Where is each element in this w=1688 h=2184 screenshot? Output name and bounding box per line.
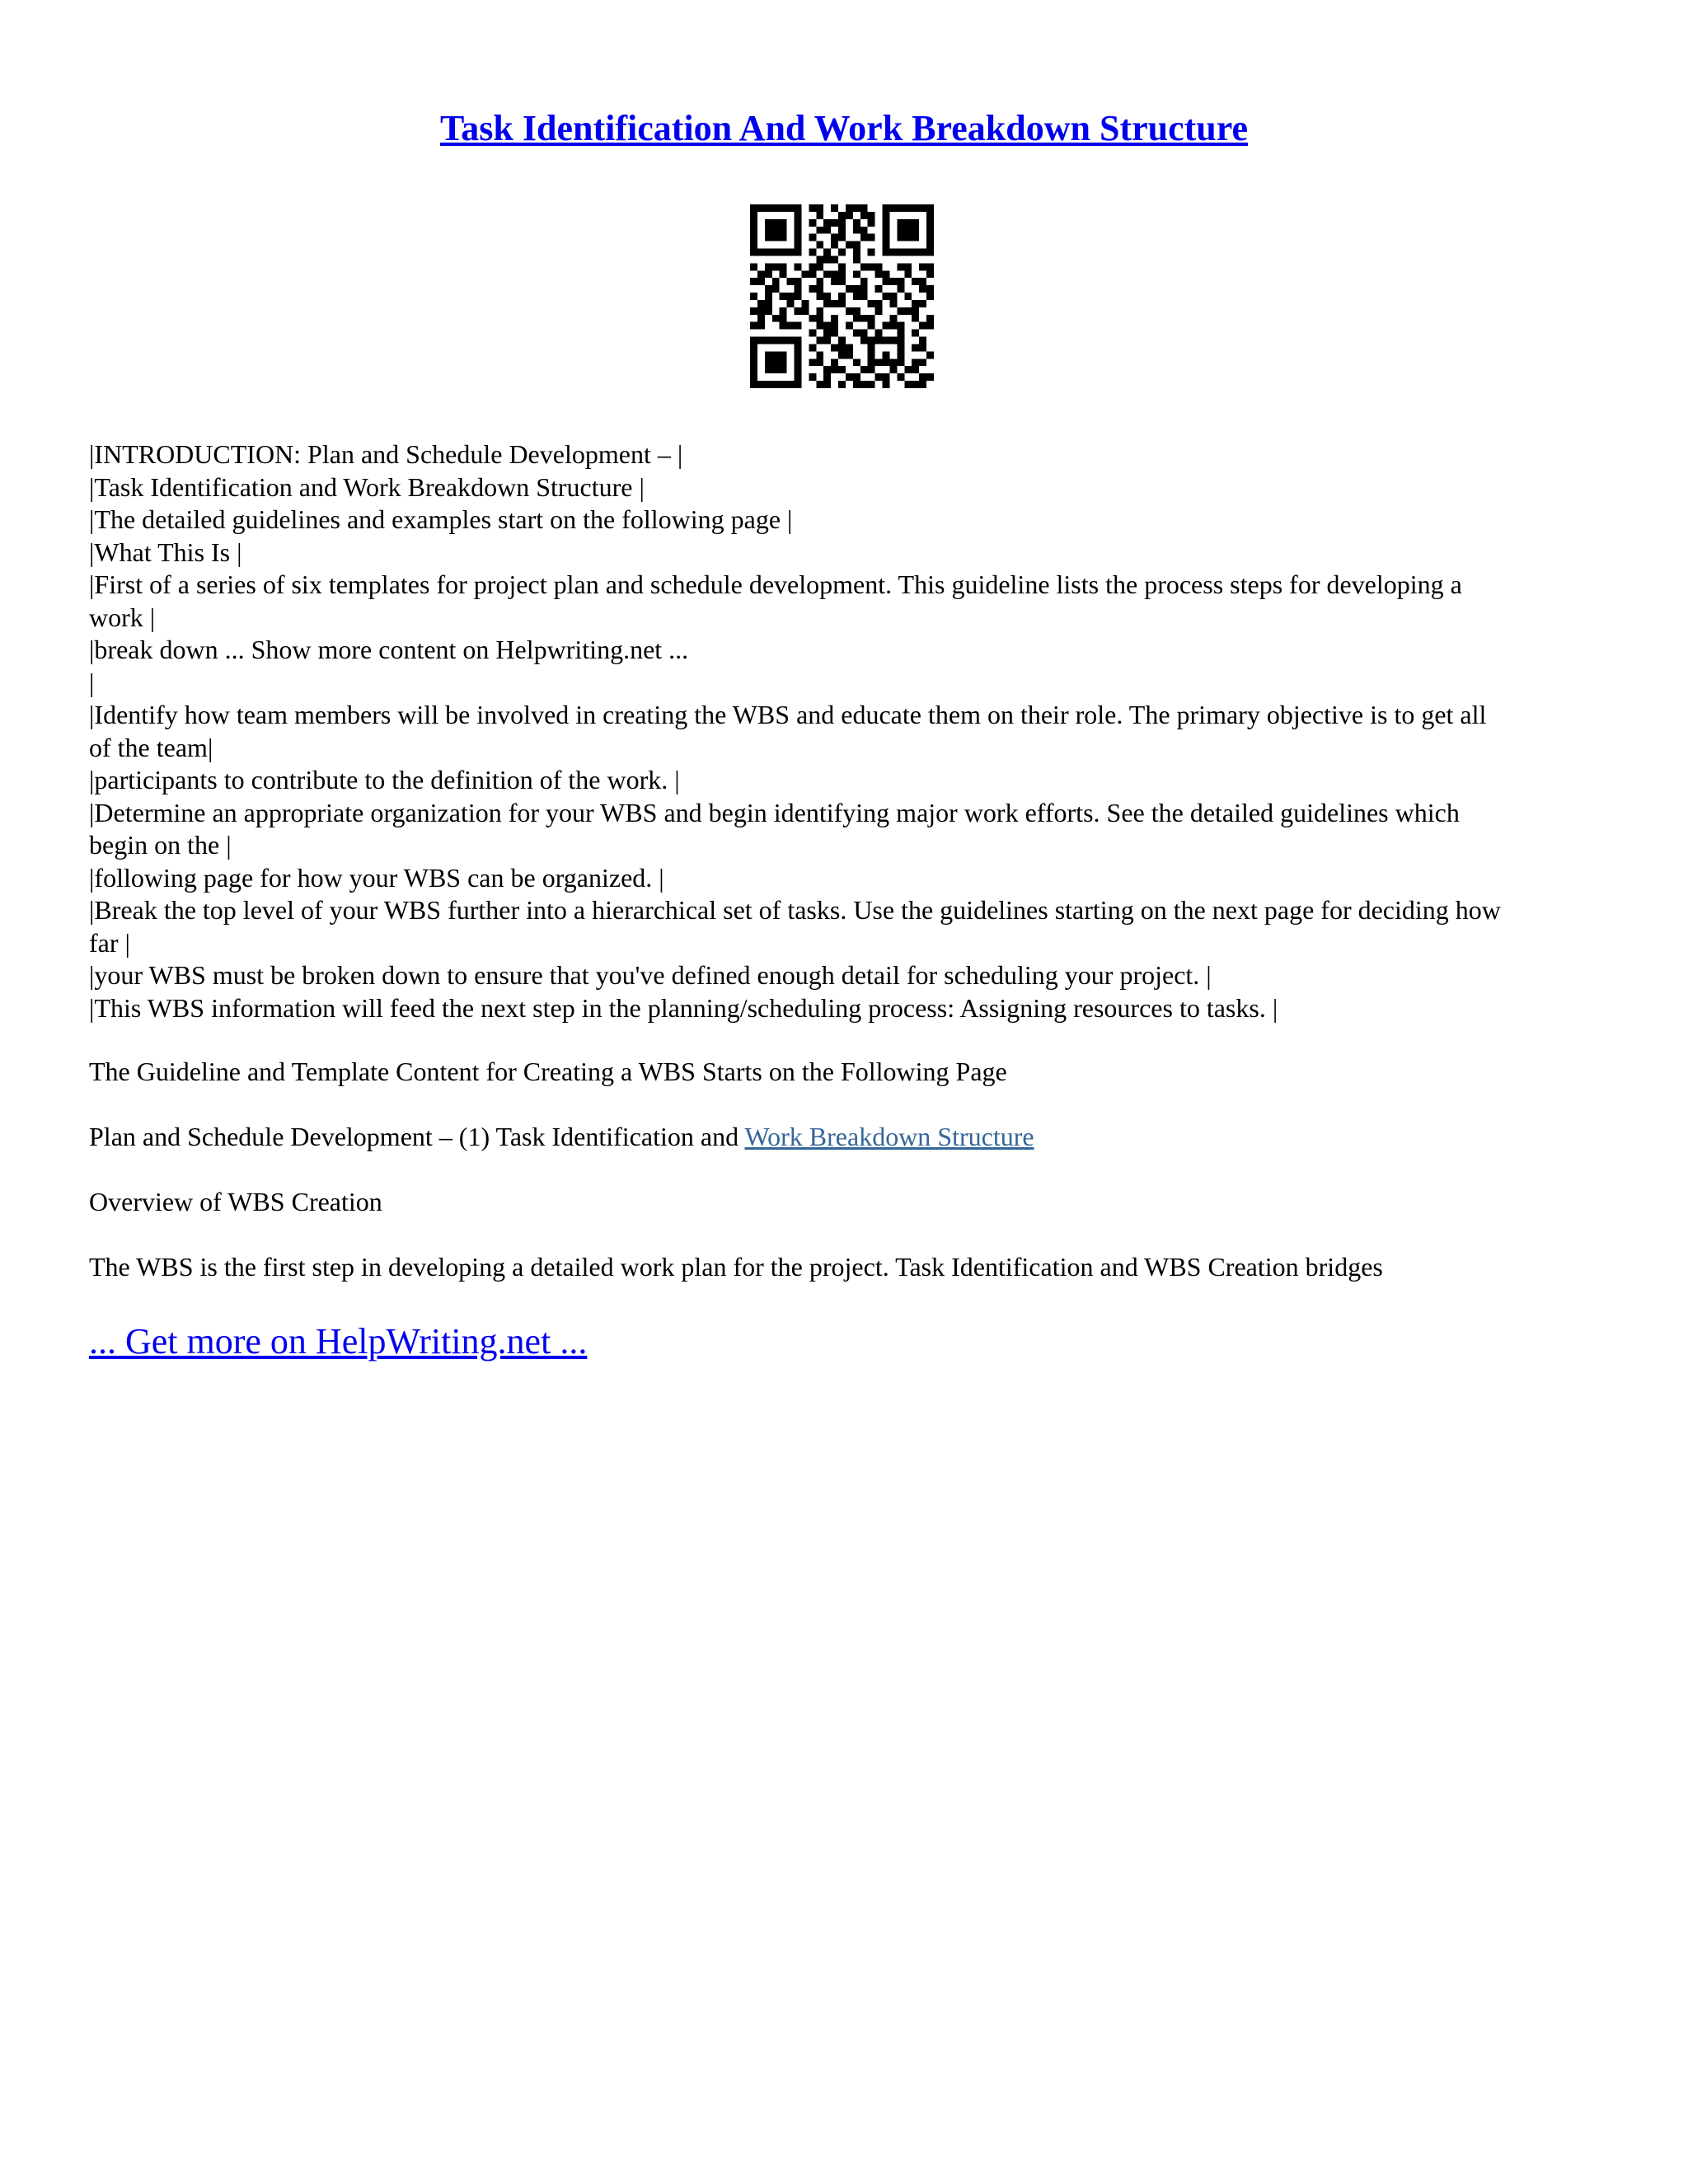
title-link[interactable]: Task Identification And Work Breakdown Structure (439, 108, 1249, 148)
intro-line: of the team| (89, 732, 213, 762)
intro-line: |First of a series of six templates for project plan and schedule development. This guideline lists the process steps for developing a (89, 569, 1462, 599)
qr-code-icon (750, 204, 934, 388)
intro-line: |Identify how team members will be involved in creating the WBS and educate them on their role. The primary objective is to get all (89, 700, 1487, 729)
intro-line: far | (89, 927, 130, 958)
guideline-heading: The Guideline and Template Content for Creating a WBS Starts on the Following Page (89, 1057, 1007, 1086)
overview-heading: Overview of WBS Creation (89, 1187, 382, 1216)
intro-line: |following page for how your WBS can be organized. | (89, 862, 664, 893)
plan-line-prefix: Plan and Schedule Development – (1) Task Identification and (89, 1122, 745, 1151)
intro-line: |Determine an appropriate organization for your WBS and begin identifying major work efforts. See the detailed guidelines which (89, 797, 1460, 827)
intro-line: |break down ... Show more content on Helpwriting.net ... (89, 635, 689, 664)
overview-text: The WBS is the first step in developing a detailed work plan for the project. Task Identification and WBS Creation bridges (89, 1252, 1383, 1282)
intro-line: |The detailed guidelines and examples start on the following page | (89, 504, 793, 534)
intro-line: |participants to contribute to the definition of the work. | (89, 765, 680, 794)
get-more-block (89, 1317, 587, 1366)
document-title (0, 102, 1688, 155)
intro-line: |INTRODUCTION: Plan and Schedule Development – | (89, 439, 683, 469)
intro-line: |Task Identification and Work Breakdown Structure | (89, 471, 645, 502)
intro-line: |Break the top level of your WBS further into a hierarchical set of tasks. Use the guidelines starting on the next page for deciding how (89, 895, 1501, 925)
intro-line: |This WBS information will feed the next step in the planning/scheduling process: Assigning resources to tasks. | (89, 992, 1278, 1023)
intro-line: | (89, 667, 95, 697)
wbs-link[interactable]: Work Breakdown Structure (744, 1122, 1034, 1151)
introduction-block (89, 438, 1597, 1024)
intro-line: work | (89, 602, 156, 632)
plan-line (89, 1120, 1597, 1153)
intro-line: |your WBS must be broken down to ensure that you've defined enough detail for scheduling your project. | (89, 960, 1212, 990)
intro-line: begin on the | (89, 830, 232, 860)
get-more-link[interactable]: ... Get more on HelpWriting.net ... (89, 1321, 588, 1361)
intro-line: |What This Is | (89, 537, 242, 567)
